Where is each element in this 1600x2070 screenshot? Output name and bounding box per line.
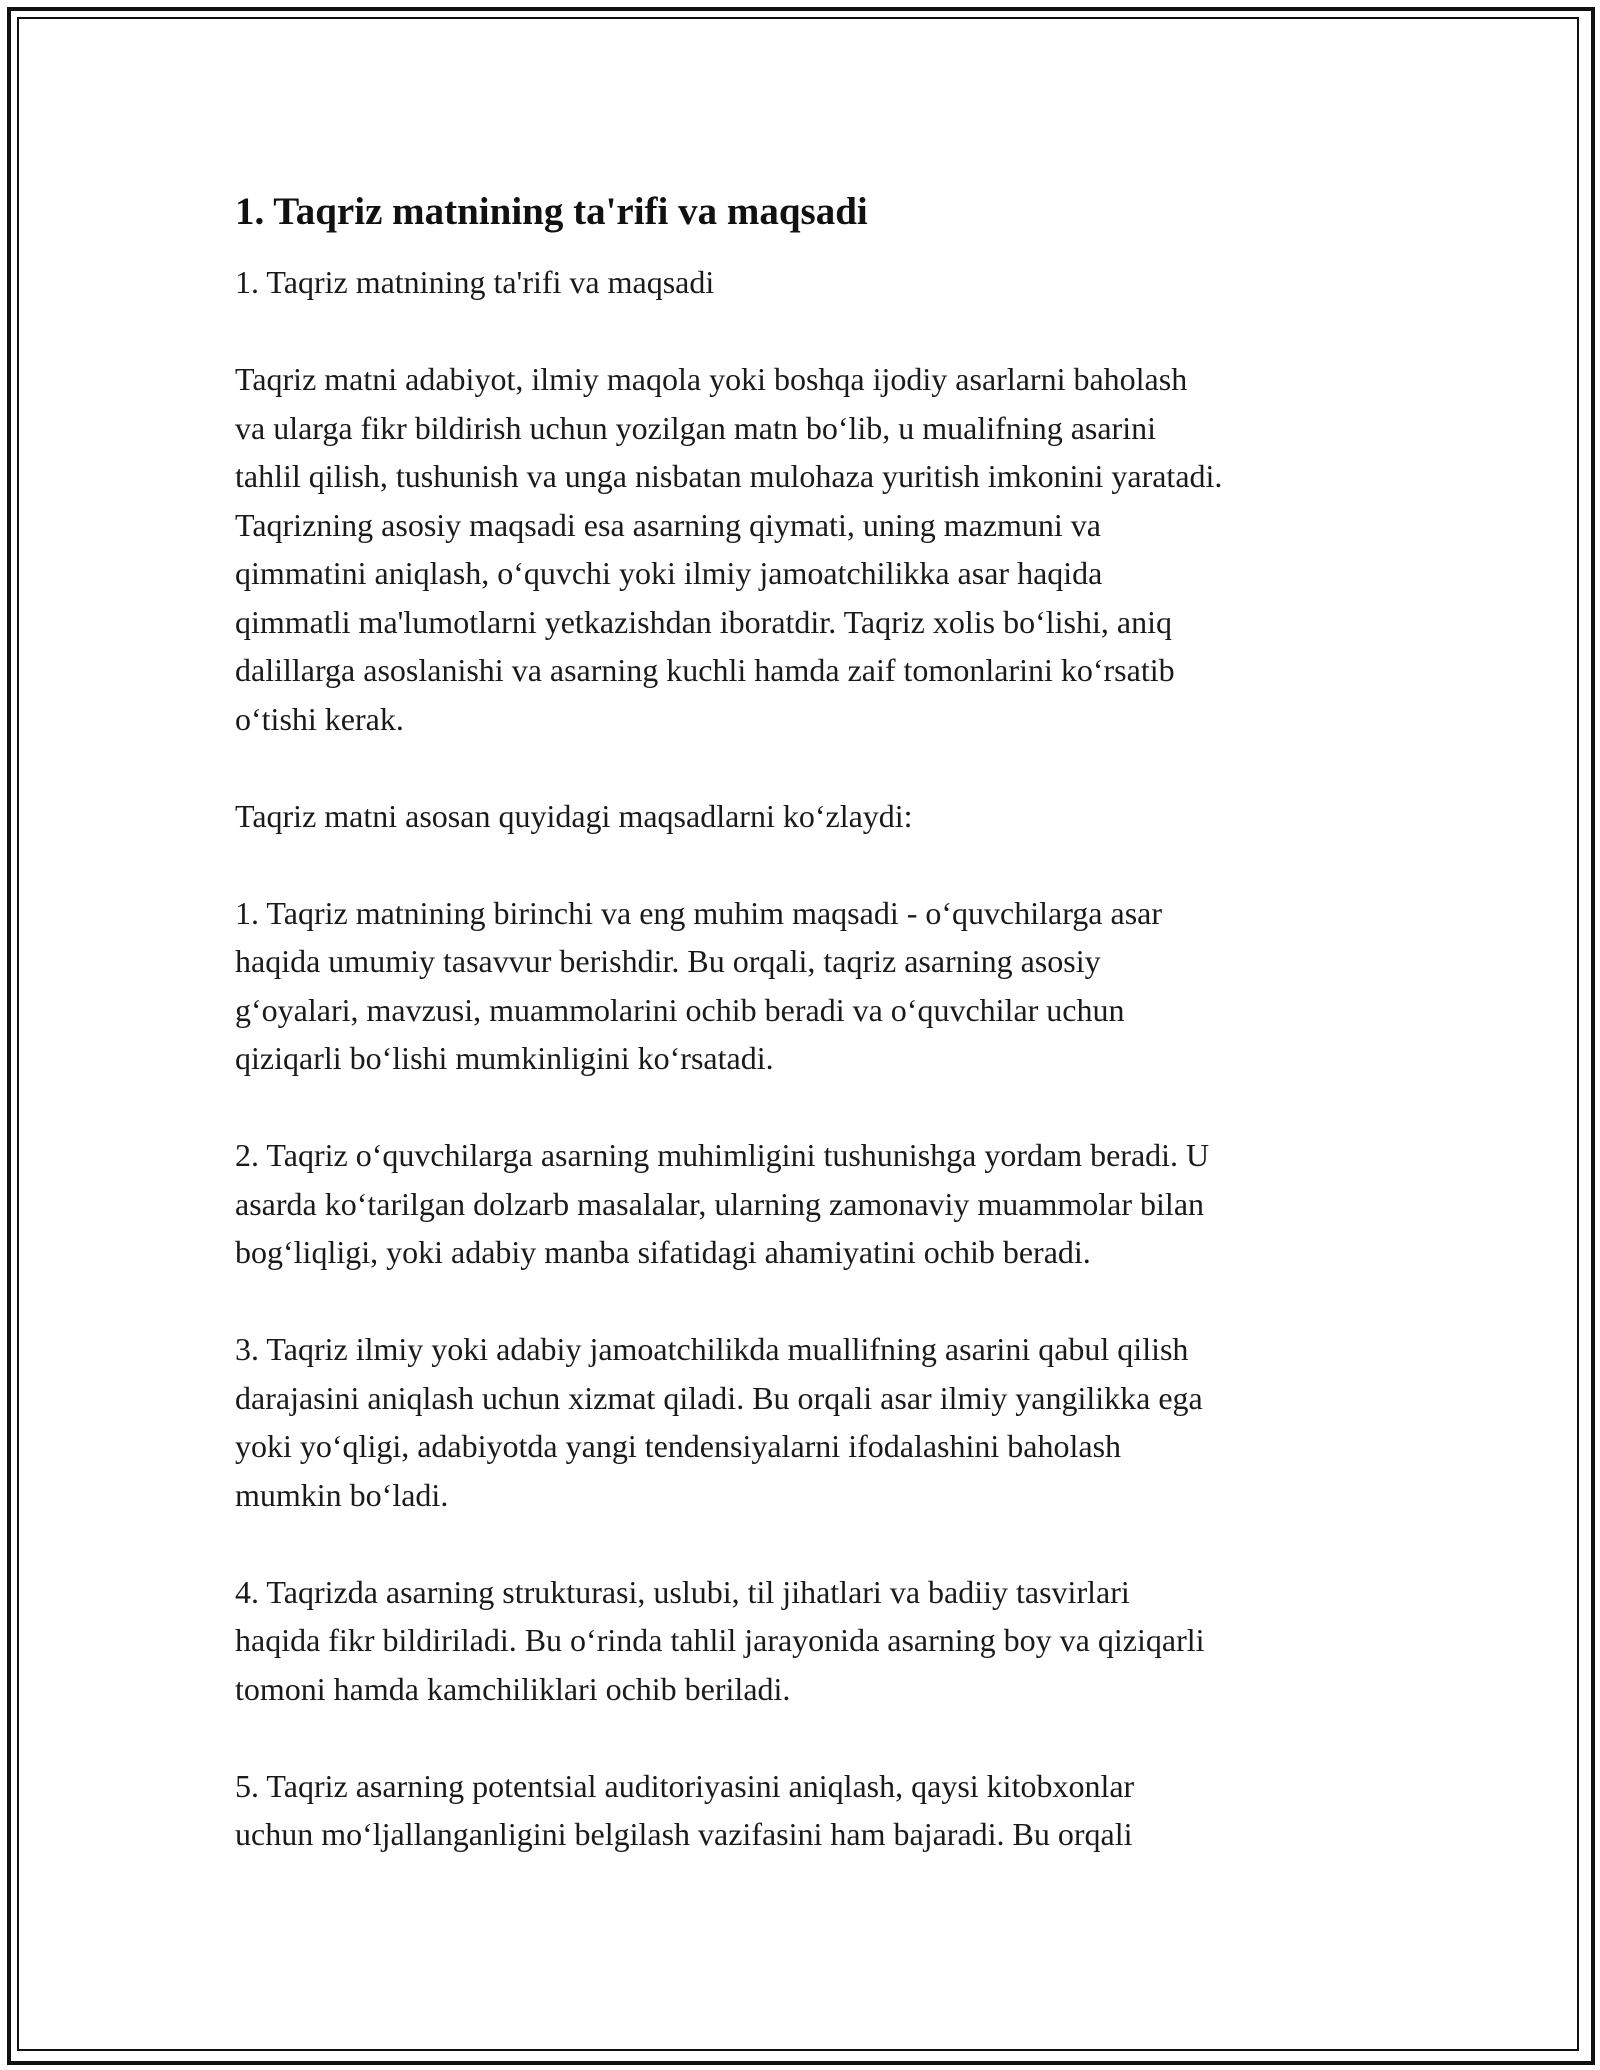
goal-item-4: 4. Taqrizda asarning strukturasi, uslubi, til jihatlari va badiiy tasvirlari haqida fikr bildiriladi. Bu o‘rinda tahlil jarayonida asarning boy va qiziqarli tomoni hamda kamchiliklari ochib beriladi. [235, 1573, 1205, 1707]
paragraph-gap [235, 1083, 1375, 1132]
intro-paragraph: Taqriz matni adabiyot, ilmiy maqola yoki boshqa ijodiy asarlarni baholash va ularga fikr bildirish uchun yozilgan matn bo‘lib, u mualifning asarini tahlil qilish, tushunish va unga nisbatan mulohaza yuritish imkonini yaratadi. Taqrizning asosiy maqsadi esa asarning qiymati, uning mazmuni va qimmatini aniqlash, o‘quvchi yoki ilmiy jamoatchilikka asar haqida qimmatli ma'lumotlarni yetkazishdan iboratdir. Taqriz xolis bo‘lishi, aniq dalillarga asoslanishi va asarning kuchli hamda zaif tomonlarini ko‘rsatib o‘tishi kerak. [235, 361, 1223, 737]
document-body [235, 184, 1375, 1859]
goals-intro-paragraph: Taqriz matni asosan quyidagi maqsadlarni ko‘zlaydi: [235, 797, 913, 834]
goal-item-1: 1. Taqriz matnining birinchi va eng muhim maqsadi - o‘quvchilarga asar haqida umumiy tasavvur berishdir. Bu orqali, taqriz asarning asosiy g‘oyalari, mavzusi, muammolarini ochib beradi va o‘quvchilar uchun qiziqarli bo‘lishi mumkinligini ko‘rsatadi. [235, 894, 1162, 1076]
paragraph-gap [235, 1713, 1375, 1762]
paragraph-gap [235, 307, 1375, 356]
goal-item-5: 5. Taqriz asarning potentsial auditoriyasini aniqlash, qaysi kitobxonlar uchun mo‘ljallanganligini belgilash vazifasini ham bajaradi. Bu orqali [235, 1767, 1135, 1852]
paragraph-gap [235, 1277, 1375, 1326]
paragraph-gap [235, 840, 1375, 889]
paragraph-gap [235, 1519, 1375, 1568]
paragraph-gap [235, 743, 1375, 792]
subtitle-line: 1. Taqriz matnining ta'rifi va maqsadi [235, 264, 715, 300]
goal-item-2: 2. Taqriz o‘quvchilarga asarning muhimligini tushunishga yordam beradi. U asarda ko‘tarilgan dolzarb masalalar, ularning zamonaviy muammolar bilan bog‘liqligi, yoki adabiy manba sifatidagi ahamiyatini ochib beradi. [235, 1137, 1210, 1270]
goal-item-3: 3. Taqriz ilmiy yoki adabiy jamoatchilikda muallifning asarini qabul qilish darajasini aniqlash uchun xizmat qiladi. Bu orqali asar ilmiy yangilikka ega yoki yo‘qligi, adabiyotda yangi tendensiyalarni ifodalashini baholash mumkin bo‘ladi. [235, 1331, 1203, 1513]
page-title: 1. Taqriz matnining ta'rifi va maqsadi [235, 190, 868, 233]
